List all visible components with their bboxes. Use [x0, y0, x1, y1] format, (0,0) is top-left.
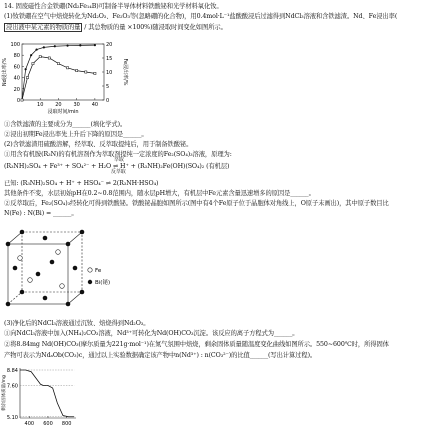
reaction-arrow-below: 反萃取	[111, 169, 126, 175]
formula-line	[4, 24, 227, 32]
point-Fe	[76, 70, 78, 72]
y-right-axis-label: Fe浸出率/%	[122, 58, 128, 86]
y-right-tick-label: 0	[106, 98, 110, 104]
legend-fe-icon	[88, 268, 92, 272]
y-right-tick-label: 20	[106, 42, 113, 48]
q7: (3)净化后的NdCl₃溶液通过沉钕、焙烧得到Nd₂O₃。	[4, 320, 150, 327]
question-intro: 14. 固废磁性合金铁硼(Nd₂Fe₁₄B)可制备半导体材料铁酸铋和光学材料氧化钕。	[4, 3, 223, 10]
legend-bi-label: Bi(铋)	[95, 280, 110, 286]
y-left-tick-label: 20	[13, 86, 20, 93]
y-right-tick-label: 5	[106, 84, 110, 90]
x-axis-label: 浸取时间/min	[47, 109, 79, 115]
q4: ①用含有机胺(R₃N)的有机溶剂作为萃取剂提纯一定浓度的Fe₂(SO₄)₃溶液，原理为:	[4, 151, 232, 158]
q6: ②反萃取后，Fe₂(SO₄)₃经转化可得到铁酸铋。铁酸铋晶胞如图所示(图中有4个Fe原子位于晶胞体对角线上，O原子未画出)，其中原子数目比	[4, 200, 389, 207]
point-Fe	[66, 67, 68, 69]
y-left-tick-label: 40	[13, 75, 20, 82]
formula-boxed: 浸出液中某元素的物质的量	[6, 24, 81, 31]
leaching-chart	[0, 38, 130, 120]
series-line-Nd	[22, 45, 95, 100]
cell-front-face	[8, 232, 82, 304]
point-Nd	[43, 46, 45, 48]
q9: ②将8.84mg Nd(OH)CO₃(摩尔质量为221g·mol⁻¹)在氮气氛围中焙烧，剩余固体质量随温度变化曲线如图所示。550~600℃时，所得固体	[4, 341, 389, 348]
series-line-mass	[20, 370, 74, 417]
point-Fe	[94, 72, 96, 74]
known: 已知: (R₃NH)₂SO₄ + H⁺ + HSO₄⁻ ⇌ 2(R₃NH·HSO₄)	[4, 180, 159, 187]
reaction	[4, 157, 230, 175]
reaction-equation: (R₃NH)₂SO₄ + Fe³⁺ + SO₄²⁻ + H₂O ⇌ H⁺ + (R₃NH)₂Fe(OH)(SO₄)₂ (有机层)	[4, 163, 230, 170]
x-tick-label: 20	[55, 102, 62, 108]
q6b: N(Fe) : N(Bi) = ______。	[4, 210, 78, 217]
y-left-tick-label: 100	[10, 42, 20, 48]
point-Nd	[35, 49, 37, 51]
x-tick-label: 30	[73, 102, 80, 108]
y-right-tick-label: 15	[106, 56, 113, 62]
point-Fe	[85, 71, 87, 73]
mass-temperature-chart	[0, 362, 80, 432]
q9b: 产物可表示为NdₐOb(CO₃)c，通过以上实验数据确定该产物中n(Nd³⁺) : n(CO₃²⁻)的比值______(写出计算过程)。	[4, 352, 317, 359]
bi-atoms	[6, 230, 85, 307]
part1-text-b: / 其总物质的量 ×100%)随浸取时间变化如图所示。	[84, 24, 227, 31]
y-left-axis-label: Nd浸出率/%	[2, 57, 8, 87]
point-Fe	[57, 63, 59, 65]
crystal-cell-diagram	[0, 222, 110, 318]
y-right-tick-label: 10	[106, 70, 113, 76]
point-Nd	[79, 44, 81, 46]
y-left-tick-label: 80	[13, 53, 20, 60]
point-Fe	[48, 57, 50, 59]
q8: ①向NdCl₃溶液中加入(NH₄)₂CO₃溶液，Nd³⁺可转化为Nd(OH)CO₃沉淀。该反应的离子方程式为______。	[4, 330, 299, 337]
legend-bi-icon	[88, 280, 92, 284]
reaction-arrow-above: 萃取	[114, 157, 124, 163]
x-tick-label: 400	[24, 421, 35, 427]
q2: ②浸出初期Fe浸出率先上升后下降的原因是______。	[4, 131, 148, 138]
point-Nd	[25, 68, 27, 70]
y-axis-label: 剩余固体质量/mg	[2, 375, 7, 411]
y-tick-label: 5.10	[6, 414, 18, 421]
y-left-tick-label: 60	[13, 64, 20, 71]
point-Nd	[66, 45, 68, 47]
q1: ①含铁滤渣的主要成分为______(填化学式)。	[4, 121, 127, 128]
legend-fe-label: Fe	[95, 268, 102, 274]
q5: 其他条件不变，水层初始pH在0.2~0.8范围内，随水层pH增大，有机层中Fe元素含量迅速增多的原因是______。	[4, 190, 315, 197]
y-left-tick-label: 0	[16, 98, 20, 104]
x-tick-label: 800	[61, 421, 72, 427]
point-Nd	[54, 45, 56, 47]
point-Fe	[32, 63, 34, 65]
point-Nd	[94, 44, 96, 46]
x-tick-label: 600	[43, 421, 53, 427]
point-Fe	[21, 99, 23, 101]
part1-text-a: (1)钕铁硼在空气中焙烧转化为Nd₂O₃、Fe₂O₃等(忽略硼的化合物)，用0.4mol·L⁻¹盐酸酸浸后过滤得到NdCl₃溶液和含铁滤渣。Nd、Fe浸出率(	[4, 13, 398, 20]
fe-atoms	[18, 250, 65, 289]
point-Fe	[26, 77, 28, 79]
point-Nd	[30, 54, 32, 56]
q3: (2)含铁滤渣用硫酸溶解，经萃取、反萃取提纯后，用于制备铁酸铋。	[4, 141, 193, 148]
x-tick-label: 10	[37, 102, 44, 108]
x-tick-label: 40	[91, 102, 99, 108]
point-Fe	[39, 56, 41, 58]
y-tick-label: 8.84	[6, 368, 18, 374]
legend	[88, 268, 110, 286]
y-tick-label: 7.60	[6, 383, 18, 390]
